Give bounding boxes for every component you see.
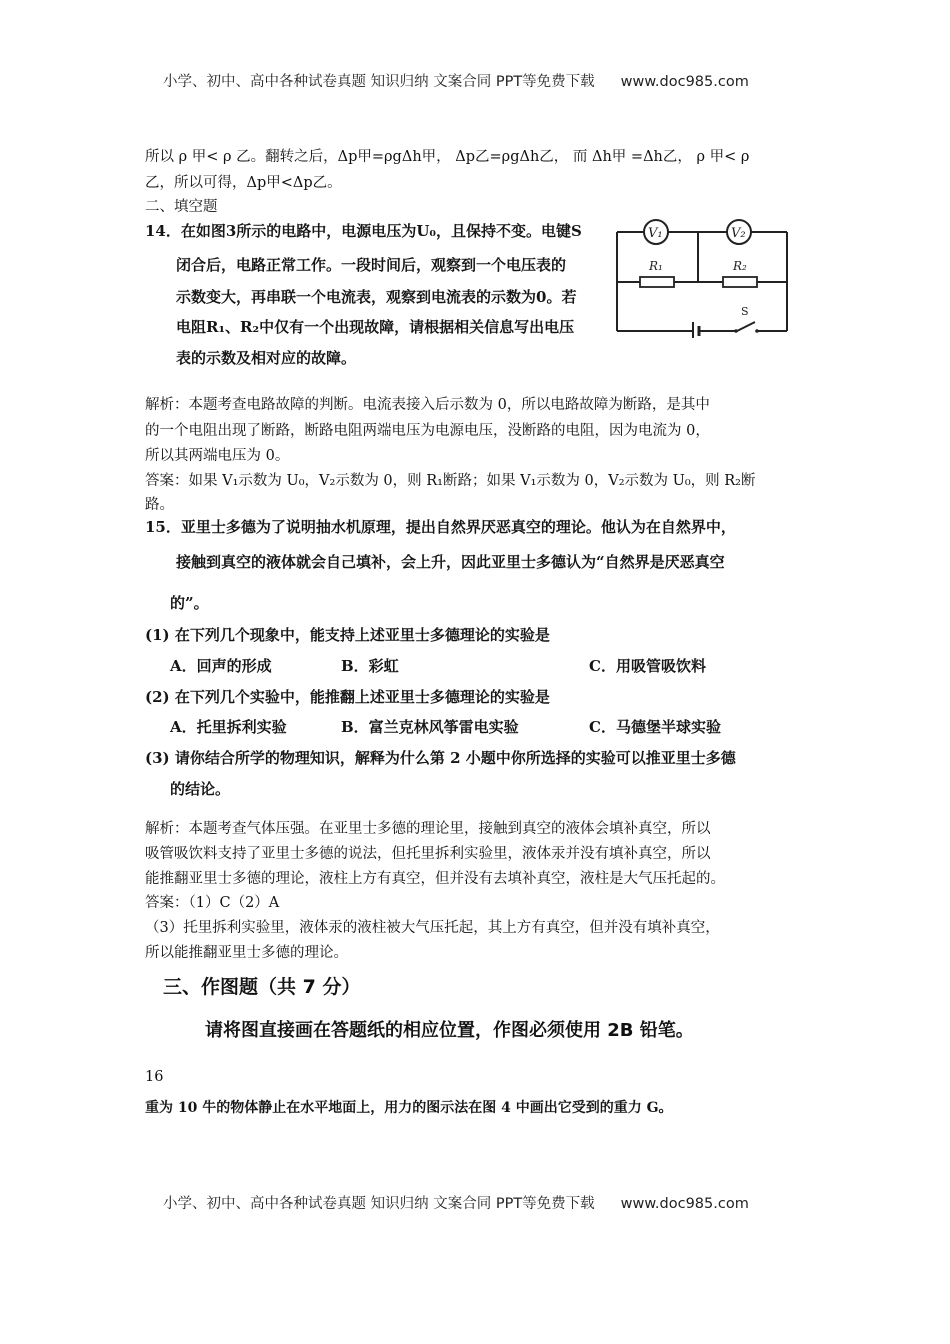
q15-answer-line-2: （3）托里拆利实验里，液体汞的液柱被大气压托起，其上方有真空，但并没有填补真空， [145,920,720,936]
continuation-line-1: 所以 ρ 甲< ρ 乙。翻转之后，Δp甲=ρgΔh甲， Δp乙=ρgΔh乙， 而 Δh甲 =Δh乙， ρ 甲< ρ [145,149,750,165]
header-url[interactable]: www.doc985.com [620,74,749,90]
label-switch: S [741,305,749,318]
header-text: 小学、初中、高中各种试卷真题 知识归纳 文案合同 PPT等免费下载 [163,74,595,90]
q14-line-3: 示数变大，再串联一个电流表，观察到电流表的示数为0。若 [176,288,577,306]
q15-analysis-line-2: 吸管吸饮料支持了亚里士多德的说法，但托里拆利实验里，液体汞并没有填补真空，所以 [145,846,711,862]
q15-analysis-line-3: 能推翻亚里士多德的理论，液柱上方有真空，但并没有去填补真空，液柱是大气压托起的。 [145,871,725,887]
label-r2: R₂ [733,259,747,273]
q14-line-5: 表的示数及相对应的故障。 [176,349,357,367]
q15-sub3-line-1: (3) 请你结合所学的物理知识，解释为什么第 2 小题中你所选择的实验可以推亚里士多德 [145,749,736,767]
q14-analysis-line-1: 解析：本题考查电路故障的判断。电流表接入后示数为 0，所以电路故障为断路，是其中 [145,397,710,413]
q15-sub1: (1) 在下列几个现象中，能支持上述亚里士多德理论的实验是 [145,626,550,644]
label-v2: V₂ [731,226,746,241]
q15-sub1-option-c: C．用吸管吸饮料 [589,657,706,675]
q15-sub1-option-a: A．回声的形成 [170,657,272,675]
q14-answer-line-1: 答案：如果 V₁示数为 U₀，V₂示数为 0，则 R₁断路；如果 V₁示数为 0，V₂示数为 U₀，则 R₂断 [145,473,756,489]
q15-sub3-line-2: 的结论。 [170,780,231,798]
q15-line-2: 接触到真空的液体就会自己填补，会上升，因此亚里士多德认为“自然界是厌恶真空 [176,553,725,571]
q14-answer-line-2: 路。 [145,497,174,513]
q15-answer-line-1: 答案：（1）C（2）A [145,895,280,911]
resistor-r1-icon [640,277,674,287]
q15-analysis-line-1: 解析：本题考查气体压强。在亚里士多德的理论里，接触到真空的液体会填补真空，所以 [145,821,711,837]
page-header [163,70,749,91]
q15-sub2-option-c: C．马德堡半球实验 [589,718,721,736]
section-2-title: 二、填空题 [145,199,218,215]
q15-line-1: 15．亚里士多德为了说明抽水机原理，提出自然界厌恶真空的理论。他认为在自然界中， [145,518,736,536]
q15-sub2: (2) 在下列几个实验中，能推翻上述亚里士多德理论的实验是 [145,688,550,706]
footer-url[interactable]: www.doc985.com [620,1196,749,1212]
q16-number: 16 [145,1069,164,1085]
circuit-diagram [612,218,792,338]
q14-line-4: 电阻R₁、R₂中仅有一个出现故障，请根据相关信息写出电压 [176,318,575,336]
page-footer [163,1192,749,1213]
q14-analysis-line-2: 的一个电阻出现了断路，断路电阻两端电压为电源电压，没断路的电阻，因为电流为 0， [145,423,710,439]
section-3-note: 请将图直接画在答题纸的相应位置，作图必须使用 2B 铅笔。 [205,1020,694,1041]
q14-line-2: 闭合后，电路正常工作。一段时间后，观察到一个电压表的 [176,256,567,274]
q15-sub2-option-b: B．富兰克林风筝雷电实验 [341,718,519,736]
q15-answer-line-3: 所以能推翻亚里士多德的理论。 [145,945,348,961]
q15-sub1-option-b: B．彩虹 [341,657,399,675]
q16-text: 重为 10 牛的物体静止在水平地面上，用力的图示法在图 4 中画出它受到的重力 G。 [145,1100,673,1116]
switch-contact [755,329,759,333]
label-v1: V₁ [648,226,663,241]
resistor-r2-icon [723,277,757,287]
q14-line-1: 14．在如图3所示的电路中，电源电压为U₀，且保持不变。电键S [145,222,582,240]
footer-text: 小学、初中、高中各种试卷真题 知识归纳 文案合同 PPT等免费下载 [163,1196,595,1212]
q15-line-3: 的”。 [170,594,209,612]
switch-icon [734,329,738,333]
q14-analysis-line-3: 所以其两端电压为 0。 [145,448,290,464]
q15-sub2-option-a: A．托里拆利实验 [170,718,287,736]
label-r1: R₁ [649,259,663,273]
section-3-title: 三、作图题（共 7 分） [163,976,361,998]
circuit-svg [612,218,792,338]
continuation-line-2: 乙，所以可得，Δp甲<Δp乙。 [145,175,342,191]
